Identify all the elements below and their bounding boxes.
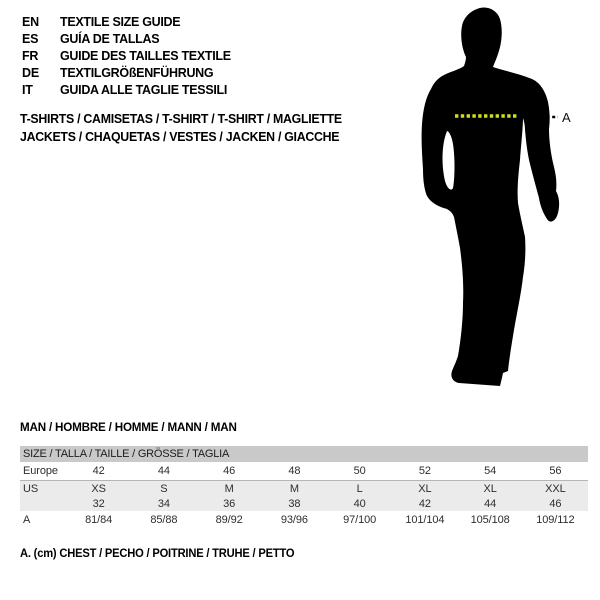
table-cell: 40 <box>353 497 366 510</box>
table-cell: XXL <box>545 482 566 495</box>
table-cell: 48 <box>288 465 301 477</box>
table-cell: S <box>160 482 168 495</box>
row-label: A <box>23 513 31 526</box>
language-code: ES <box>22 31 39 46</box>
table-cell: 105/108 <box>470 513 510 526</box>
man-silhouette-figure <box>408 5 578 395</box>
category-tshirts: T-SHIRTS / CAMISETAS / T-SHIRT / T-SHIRT / MAGLIETTE <box>20 111 342 126</box>
language-label: GUÍA DE TALLAS <box>60 31 160 46</box>
table-cell: 85/88 <box>150 513 178 526</box>
table-cell: 54 <box>484 465 497 477</box>
category-jackets: JACKETS / CHAQUETAS / VESTES / JACKEN / GIACCHE <box>20 128 340 144</box>
category-list <box>20 110 359 145</box>
table-row-us-numeric <box>20 496 588 511</box>
table-cell: XS <box>91 482 106 495</box>
language-label: GUIDA ALLE TAGLIE TESSILI <box>60 82 228 97</box>
us-size-band <box>20 480 588 511</box>
language-code: EN <box>22 14 39 29</box>
language-label: TEXTILE SIZE GUIDE <box>60 14 181 29</box>
table-cell: 56 <box>549 465 562 477</box>
table-cell: 97/100 <box>343 513 377 526</box>
table-cell: 44 <box>157 465 170 477</box>
section-title-man: MAN / HOMBRE / HOMME / MANN / MAN <box>20 420 237 434</box>
table-cell: 93/96 <box>280 513 308 526</box>
language-row-en <box>22 13 231 30</box>
language-code: IT <box>22 82 33 97</box>
measure-label-a: A <box>562 110 571 125</box>
size-table-header: SIZE / TALLA / TAILLE / GRÖSSE / TAGLIA <box>20 446 588 462</box>
language-row-it <box>22 81 231 98</box>
table-cell: M <box>289 482 299 495</box>
language-label: TEXTILGRÖßENFÜHRUNG <box>60 65 214 80</box>
table-row-us <box>20 481 588 496</box>
language-label: GUIDE DES TAILLES TEXTILE <box>60 48 231 63</box>
table-cell: 38 <box>288 497 301 510</box>
table-cell: M <box>224 482 234 495</box>
table-row-chest-a <box>20 511 588 528</box>
row-label: US <box>23 482 39 495</box>
table-cell: 32 <box>92 497 105 510</box>
table-cell: 36 <box>223 497 236 510</box>
table-cell: XL <box>418 482 432 495</box>
table-cell: L <box>356 482 363 495</box>
measurement-footnote: A. (cm) CHEST / PECHO / POITRINE / TRUHE / PETTO <box>20 548 295 560</box>
language-row-es <box>22 30 231 47</box>
table-cell: 81/84 <box>85 513 113 526</box>
table-cell: 34 <box>157 497 170 510</box>
language-row-fr <box>22 47 231 64</box>
table-cell: 42 <box>418 497 431 510</box>
table-cell: 46 <box>549 497 562 510</box>
table-cell: 44 <box>484 497 497 510</box>
man-silhouette-svg <box>408 5 578 395</box>
man-silhouette <box>422 7 560 386</box>
row-label: Europe <box>23 465 58 477</box>
table-cell: 109/112 <box>536 513 575 526</box>
table-cell: 46 <box>223 465 236 477</box>
table-cell: 52 <box>418 465 431 477</box>
language-code: FR <box>22 48 39 63</box>
language-row-de <box>22 64 231 81</box>
language-list <box>22 13 231 98</box>
table-cell: 89/92 <box>215 513 243 526</box>
table-cell: 50 <box>353 465 366 477</box>
table-cell: XL <box>483 482 497 495</box>
table-cell: 42 <box>92 465 105 477</box>
language-code: DE <box>22 65 39 80</box>
table-cell: 101/104 <box>405 513 445 526</box>
table-row-europe <box>20 462 588 480</box>
size-table <box>20 446 588 528</box>
